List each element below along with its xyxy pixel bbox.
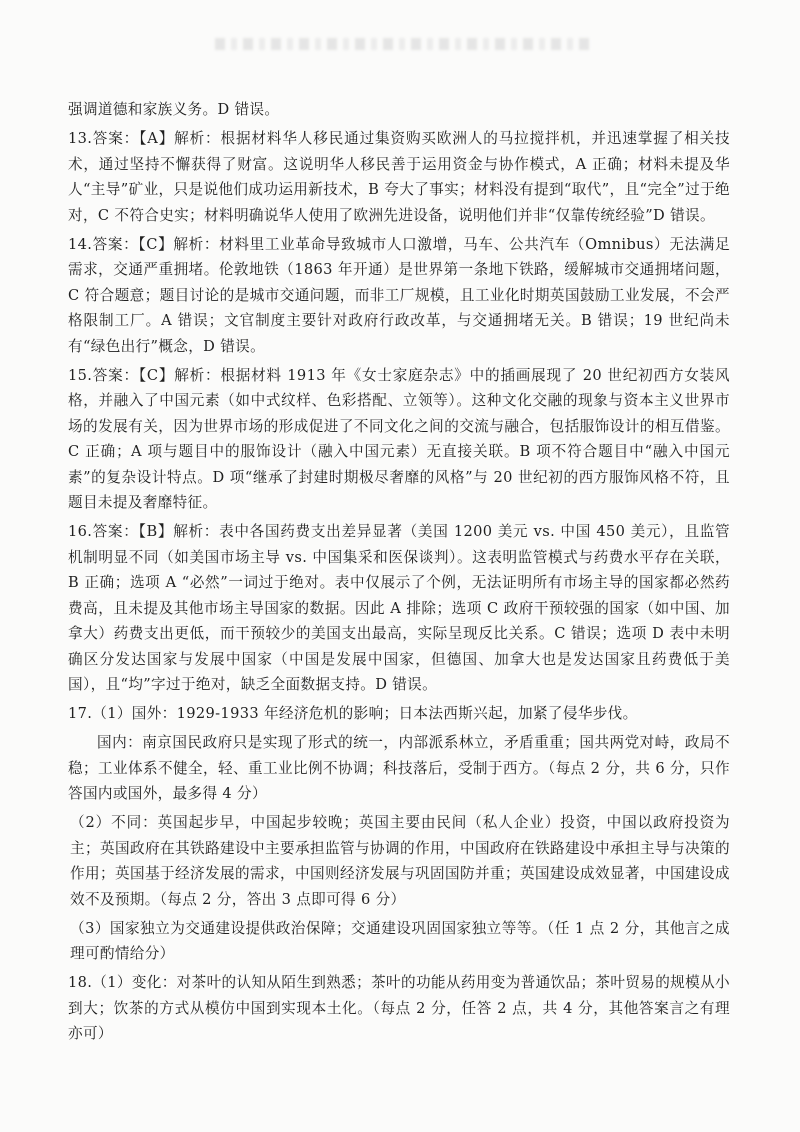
paragraph-q14: 14.答案：【C】解析：材料里工业革命导致城市人口激增，马车、公共汽车（Omnibus）无法满足需求，交通严重拥堵。伦敦地铁（1863 年开通）是世界第一条地下铁路，缓解城市交通拥堵问题，C 符合题意；题目讨论的是城市交通问题，而非工厂规模，且工业化时期英国鼓励工业发展，不会严格限制工厂。A 错误；文官制度主要针对政府行政改革，与交通拥堵无关。B 错误；19 世纪尚未有“绿色出行”概念，D 错误。 (68, 235, 730, 355)
paragraph-q18-1: 18.（1）变化：对茶叶的认知从陌生到熟悉；茶叶的功能从药用变为普通饮品；茶叶贸易的规模从小到大；饮茶的方式从模仿中国到实现本土化。（每点 2 分，任答 2 点，共 4 分，其他答案言之有理亦可） (68, 974, 730, 1042)
paragraph-q17-3: （3）国家独立为交通建设提供政治保障；交通建设巩固国家独立等等。（任 1 点 2 分，其他言之成理可酌情给分） (70, 919, 730, 962)
paragraph-q13: 13.答案：【A】解析：根据材料华人移民通过集资购买欧洲人的马拉搅拌机，并迅速掌握了相关技术，通过坚持不懈获得了财富。这说明华人移民善于运用资金与协作模式，A 正确；材料未提及华人“主导”矿业，只是说他们成功运用新技术，B 夸大了事实；材料没有提到“取代”，且“完全”过于绝对，C 不符合史实；材料明确说华人使用了欧洲先进设备，说明他们并非“仅靠传统经验”D 错误。 (68, 130, 730, 224)
paragraph-q15: 15.答案：【C】解析：根据材料 1913 年《女士家庭杂志》中的插画展现了 20 世纪初西方女装风格，并融入了中国元素（如中式纹样、色彩搭配、立领等）。这种文化交融的现象与资本主义世界市场的发展有关，因为世界市场的形成促进了不同文化之间的交流与融合，包括服饰设计的相互借鉴。C 正确；A 项与题目中的服饰设计（融入中国元素）无直接关联。B 项不符合题目中“融入中国元素”的复杂设计特点。D 项“继承了封建时期极尽奢靡的风格”与 20 世纪初的西方服饰风格不符，且题目未提及奢靡特征。 (68, 366, 730, 511)
blurred-header-artifact (215, 38, 595, 50)
paragraph-q17-2: （2）不同：英国起步早，中国起步较晚；英国主要由民间（私人企业）投资，中国以政府投资为主；英国政府在其铁路建设中主要承担监管与协调的作用，中国政府在铁路建设中承担主导与决策的作用；英国基于经济发展的需求，中国则经济发展与巩固国防并重；英国建设成效显著，中国建设成效不及预期。（每点 2 分，答出 3 点即可得 6 分） (70, 814, 730, 908)
paragraph-q17-1-domestic: 国内：南京国民政府只是实现了形式的统一，内部派系林立，矛盾重重；国共两党对峙，政局不稳；工业体系不健全，轻、重工业比例不协调；科技落后，受制于西方。（每点 2 分，共 6 分，只作答国内或国外，最多得 4 分） (68, 734, 730, 802)
paragraph-q16: 16.答案：【B】解析：表中各国药费支出差异显著（美国 1200 美元 vs. 中国 450 美元），且监管机制明显不同（如美国市场主导 vs. 中国集采和医保谈判）。这表明监管模式与药费水平存在关联，B 正确；选项 A “必然”一词过于绝对。表中仅展示了个例，无法证明所有市场主导的国家都必然药费高，且未提及其他市场主导国家的数据。因此 A 排除；选项 C 政府干预较强的国家（如中国、加拿大）药费支出更低，而干预较少的美国支出最高，实际呈现反比关系。C 错误；选项 D 表中未明确区分发达国家与发展中国家（中国是发展中国家，但德国、加拿大也是发达国家且药费低于美国），且“均”字过于绝对，缺乏全面数据支持。D 错误。 (68, 523, 730, 693)
paragraph-q12-tail: 强调道德和家族义务。D 错误。 (68, 101, 280, 118)
paragraph-q17-1: 17.（1）国外：1929-1933 年经济危机的影响；日本法西斯兴起，加紧了侵华步伐。 (68, 705, 638, 722)
answer-content (68, 97, 730, 1050)
